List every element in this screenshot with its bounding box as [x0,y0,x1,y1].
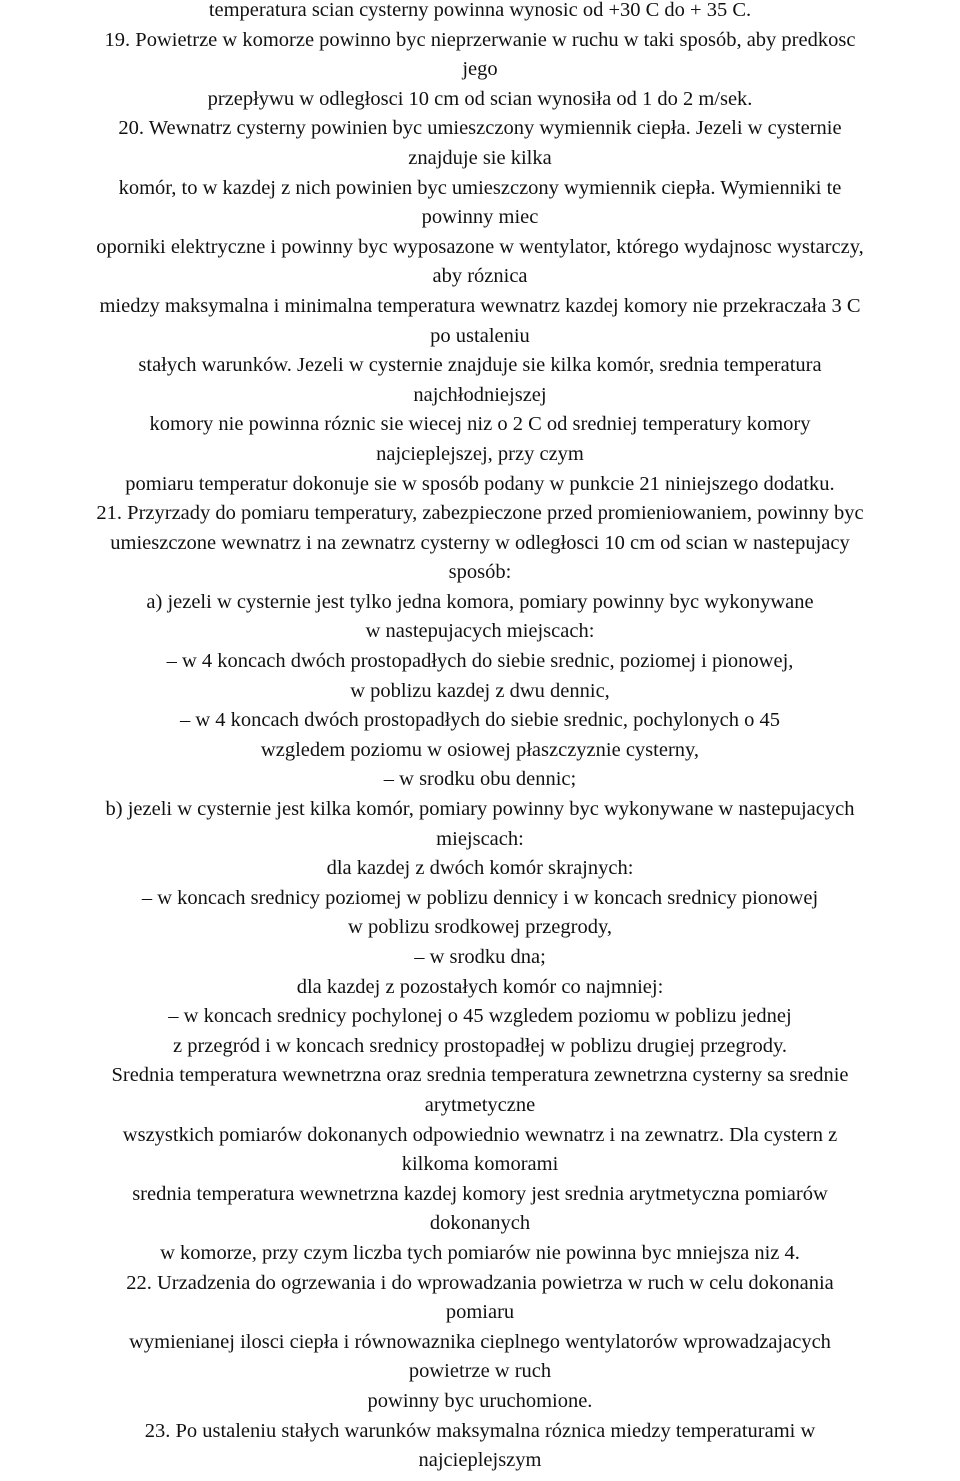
text-line: 21. Przyrzady do pomiaru temperatury, zabezpieczone przed promieniowaniem, powinny byc [96,502,864,525]
text-line: oporniki elektryczne i powinny byc wyposazone w wentylator, którego wydajnosc wystarczy, [96,235,864,258]
text-line: wszystkich pomiarów dokonanych odpowiednio wewnatrz i na zewnatrz. Dla cystern z [122,1123,838,1146]
text-line: w poblizu srodkowej przegrody, [348,916,612,939]
text-line: a) jezeli w cysternie jest tylko jedna komora, pomiary powinny byc wykonywane [146,590,814,613]
text-line: wzgledem poziomu w osiowej płaszczyznie cysterny, [260,738,700,761]
text-line: powinny byc uruchomione. [367,1389,593,1412]
text-line: – w 4 koncach dwóch prostopadłych do siebie srednic, poziomej i pionowej, [166,650,794,673]
text-line: stałych warunków. Jezeli w cysternie znajduje sie kilka komór, srednia temperatura [138,354,822,377]
text-line: – w srodku dna; [414,946,546,968]
text-line: arytmetyczne [424,1093,536,1116]
text-line: znajduje sie kilka [408,146,552,169]
text-line: sposób: [448,561,512,584]
text-line: – w srodku obu dennic; [383,768,577,791]
text-line: kilkoma komorami [401,1153,559,1176]
text-line: po ustaleniu [430,324,530,347]
text-line: powinny miec [421,206,539,229]
text-line: 19. Powietrze w komorze powinno byc nieprzerwanie w ruchu w taki sposób, aby predkosc [104,28,856,51]
text-line: powietrze w ruch [408,1360,552,1383]
text-line: srednia temperatura wewnetrzna kazdej komory jest srednia arytmetyczna pomiarów [132,1182,828,1205]
text-line: najcieplejszej, przy czym [376,442,584,465]
text-line: 22. Urzadzenia do ogrzewania i do wprowadzania powietrza w ruch w celu dokonania [126,1271,834,1294]
text-line: dla kazdej z pozostałych komór co najmniej: [296,975,664,998]
text-line: dla kazdej z dwóch komór skrajnych: [326,857,634,880]
text-line: umieszczone wewnatrz i na zewnatrz cysterny w odległosci 10 cm od scian w nastepujacy [110,531,850,554]
text-line: przepływu w odległosci 10 cm od scian wynosiła od 1 do 2 m/sek. [207,87,753,110]
text-line: najcieplejszym [418,1449,542,1472]
text-line: w nastepujacych miejscach: [365,620,595,643]
text-line: w komorze, przy czym liczba tych pomiarów nie powinna byc mniejsza niz 4. [160,1241,800,1264]
text-line: wymienianej ilosci ciepła i równowaznika cieplnego wentylatorów wprowadzajacych [129,1330,831,1353]
text-line: dokonanych [429,1212,531,1235]
text-line: z przegród i w koncach srednicy prostopadłej w poblizu drugiej przegrody. [172,1034,788,1057]
text-line: 20. Wewnatrz cysterny powinien byc umieszczony wymiennik ciepła. Jezeli w cysternie [118,117,842,140]
text-line: aby róznica [432,265,528,288]
text-line: komór, to w kazdej z nich powinien byc umieszczony wymiennik ciepła. Wymienniki te [118,176,842,199]
text-line: – w koncach srednicy pochylonej o 45 wzgledem poziomu w poblizu jednej [168,1005,792,1028]
text-line: miejscach: [436,827,524,850]
text-line: – w 4 koncach dwóch prostopadłych do siebie srednic, pochylonych o 45 [179,709,781,732]
text-line: miedzy maksymalna i minimalna temperatura wewnatrz kazdej komory nie przekraczała 3 C [99,294,861,317]
text-line: – w koncach srednicy poziomej w poblizu dennicy i w koncach srednicy pionowej [141,886,819,909]
text-line: w poblizu kazdej z dwu dennic, [350,679,610,702]
text-line: b) jezeli w cysternie jest kilka komór, pomiary powinny byc wykonywane w nastepujacych [105,798,855,821]
text-line: temperatura scian cysterny powinna wynosic od +30 C do + 35 C. [208,0,752,21]
text-line: jego [462,58,498,81]
text-line: najchłodniejszej [413,383,547,406]
text-line: pomiaru [445,1301,515,1324]
text-line: pomiaru temperatur dokonuje sie w sposób podany w punkcie 21 niniejszego dodatku. [125,472,835,495]
text-line: 23. Po ustaleniu stałych warunków maksymalna róznica miedzy temperaturami w [144,1419,816,1442]
text-line: komory nie powinna róznic sie wiecej niz o 2 C od sredniej temperatury komory [149,413,811,436]
text-line: Srednia temperatura wewnetrzna oraz srednia temperatura zewnetrzna cysterny sa srednie [111,1064,849,1087]
